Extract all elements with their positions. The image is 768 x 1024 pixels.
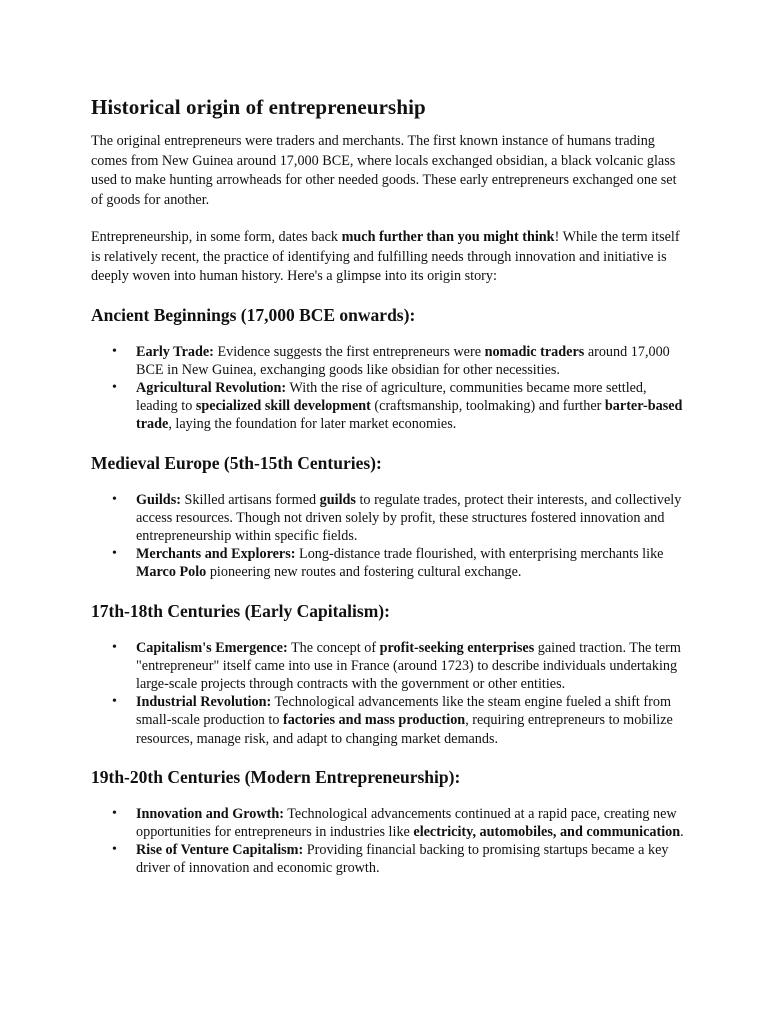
item-text: , requiring entrepreneurs to mobilize resources, manage risk, and adapt to changing market demands. xyxy=(136,712,673,747)
item-label: Rise of Venture Capitalism: xyxy=(136,842,304,859)
item-text: The concept of xyxy=(287,639,380,656)
item-emphasis: guilds xyxy=(319,491,356,508)
item-label: Agricultural Revolution: xyxy=(136,379,287,396)
bullet-icon: • xyxy=(112,546,117,562)
overview-paragraph xyxy=(91,228,686,287)
item-label: Industrial Revolution: xyxy=(136,694,272,711)
item-text: around 17,000 BCE in New Guinea, exchanging goods like obsidian for other necessities. xyxy=(136,343,670,378)
list-item xyxy=(112,693,686,748)
section-list-ancient xyxy=(91,343,686,434)
item-emphasis: electricity, automobiles, and communication xyxy=(413,823,681,840)
item-text: Technological advancements like the steam engine fueled a shift from small-scale production to xyxy=(136,694,671,729)
item-text: Long-distance trade flourished, with enterprising merchants like xyxy=(295,546,664,563)
item-emphasis: Marco Polo xyxy=(136,564,207,581)
item-emphasis: factories and mass production xyxy=(282,712,466,729)
list-item xyxy=(112,545,686,581)
item-text: Providing financial backing to promising startups became a key driver of innovation and economic growth. xyxy=(136,842,669,877)
item-text: gained traction. The term "entrepreneur" itself came into use in France (around 1723) to describe individuals undertaking large-scale projects through contracts with the government or other entities. xyxy=(136,639,681,692)
item-text: Technological advancements continued at a rapid pace, creating new opportunities for entrepreneurs in industries like xyxy=(136,805,677,840)
item-emphasis: barter-based trade xyxy=(136,398,683,433)
section-list-early-capitalism xyxy=(91,639,686,748)
bullet-icon: • xyxy=(112,343,117,359)
bullet-icon: • xyxy=(112,639,117,655)
item-label: Guilds: xyxy=(136,491,181,508)
list-item xyxy=(112,805,686,841)
overview-text-c: ! While the term itself is relatively recent, the practice of identifying and fulfilling needs through innovation and initiative is deeply woven into human history. Here's a glimpse into its origin story: xyxy=(91,229,680,284)
item-label: Capitalism's Emergence: xyxy=(136,639,288,656)
item-text: Skilled artisans formed xyxy=(180,491,320,508)
item-text: . xyxy=(680,823,684,840)
list-item xyxy=(112,639,686,694)
item-text: Evidence suggests the first entrepreneurs were xyxy=(213,343,485,360)
bullet-icon: • xyxy=(112,491,117,507)
section-heading-modern: 19th-20th Centuries (Modern Entrepreneurship): xyxy=(91,766,461,787)
list-item xyxy=(112,841,686,877)
bullet-icon: • xyxy=(112,842,117,858)
bullet-icon: • xyxy=(112,805,117,821)
section-list-modern xyxy=(91,805,686,878)
item-label: Innovation and Growth: xyxy=(136,805,284,822)
item-emphasis: profit-seeking enterprises xyxy=(379,639,535,656)
list-item xyxy=(112,491,686,546)
bullet-icon: • xyxy=(112,694,117,710)
item-text: to regulate trades, protect their interests, and collectively access resources. Though not driven solely by profit, these structures fostered innovation and entrepreneurship within specific fields. xyxy=(136,491,682,544)
section-heading-early-capitalism: 17th-18th Centuries (Early Capitalism): xyxy=(91,600,390,621)
bullet-icon: • xyxy=(112,379,117,395)
item-text: , laying the foundation for later market economies. xyxy=(168,416,457,433)
intro-paragraph: The original entrepreneurs were traders and merchants. The first known instance of humans trading comes from New Guinea around 17,000 BCE, where locals exchanged obsidian, a black volcanic glass used to make hunting arrowheads for other needed goods. These early entrepreneurs exchanged one set of goods for another. xyxy=(91,133,677,208)
list-item xyxy=(112,379,686,434)
section-heading-ancient: Ancient Beginnings (17,000 BCE onwards): xyxy=(91,304,416,325)
overview-text-a: Entrepreneurship, in some form, dates back xyxy=(91,229,342,245)
item-emphasis: nomadic traders xyxy=(484,343,585,360)
document-title: Historical origin of entrepreneurship xyxy=(91,95,426,119)
item-text: pioneering new routes and fostering cultural exchange. xyxy=(206,564,522,581)
document-page xyxy=(91,94,686,878)
list-item xyxy=(112,343,686,379)
section-heading-medieval: Medieval Europe (5th-15th Centuries): xyxy=(91,452,382,473)
overview-emphasis: much further than you might think xyxy=(341,229,555,245)
item-label: Merchants and Explorers: xyxy=(136,546,296,563)
item-text: With the rise of agriculture, communities became more settled, leading to xyxy=(136,379,647,415)
item-emphasis: specialized skill development xyxy=(195,398,371,415)
section-list-medieval xyxy=(91,491,686,582)
item-text: (craftsmanship, toolmaking) and further xyxy=(370,398,605,415)
item-label: Early Trade: xyxy=(136,343,214,360)
